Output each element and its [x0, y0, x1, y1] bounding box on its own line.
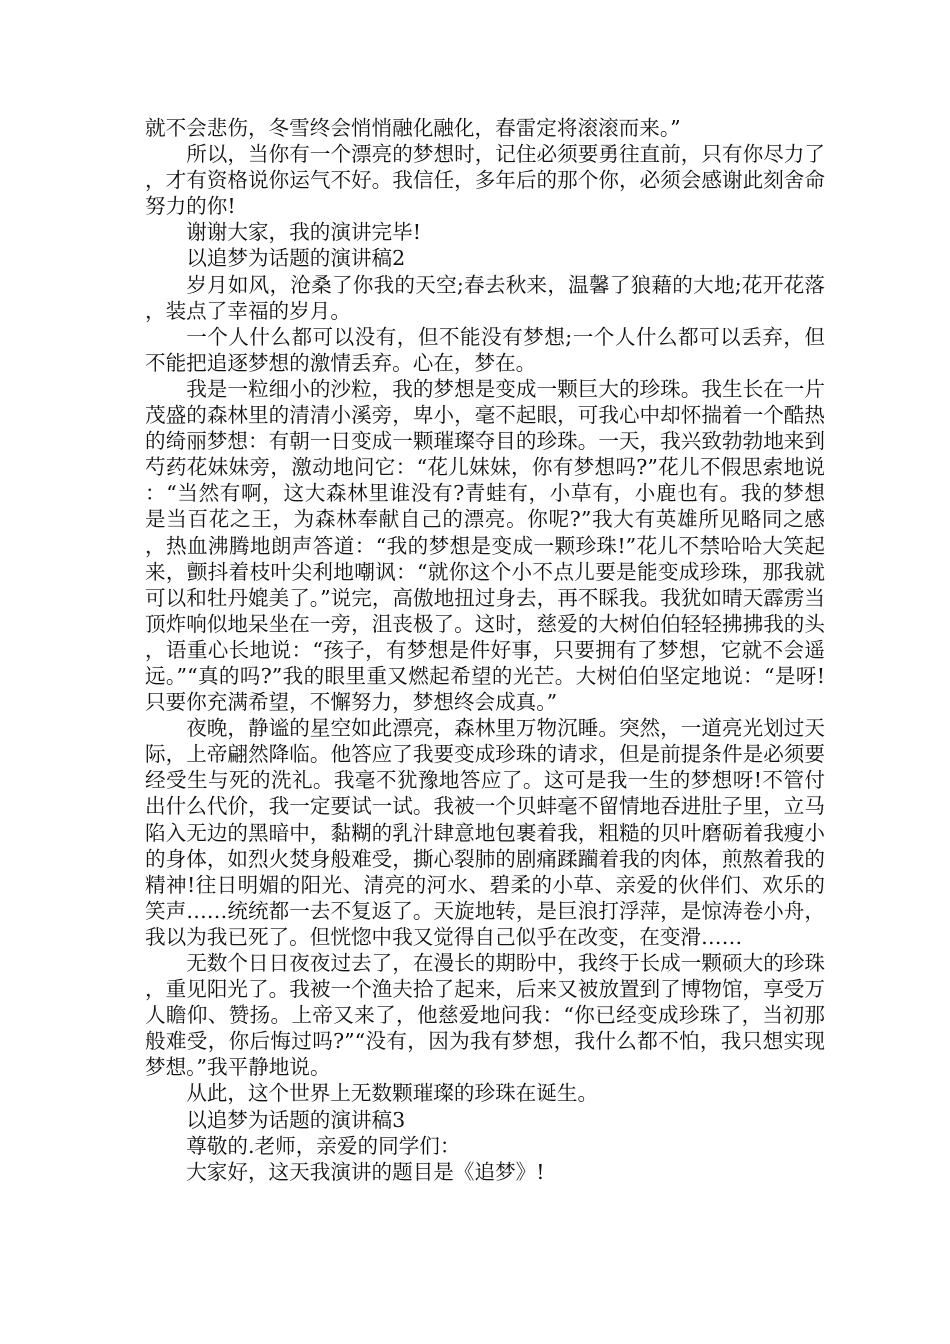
- section-heading-2: 以追梦为话题的演讲稿2: [186, 246, 406, 271]
- paragraph-8: 夜晚，静谧的星空如此漂亮，森林里万物沉睡。突然，一道亮光划过天际，上帝翩然降临。他答应了我要变成珍珠的请求，但是前提条件是必须要经受生与死的洗礼。我毫不犹豫地答应了。这可是我一生的梦想呀!不管付出什么代价，我一定要试一试。我被一个贝蚌毫不留情地吞进肚子里，立马陷入无边的黑暗中，黏糊的乳汁肆意地包裹着我，粗糙的贝叶磨砺着我瘦小的身体，如烈火焚身般难受，撕心裂肺的剧痛蹂躏着我的肉体，煎熬着我的精神!往日明媚的阳光、清亮的河水、碧柔的小草、亲爱的伙伴们、欢乐的笑声……统统都一去不复返了。天旋地转，是巨浪打浮萍，是惊涛卷小舟，我以为我已死了。但恍惚中我又觉得自己似乎在改变，在变滑……: [145, 716, 825, 949]
- paragraph-6: 一个人什么都可以没有，但不能没有梦想;一个人什么都可以丢弃，但不能把追逐梦想的激情丢弃。心在，梦在。: [145, 324, 825, 375]
- section-heading-3: 以追梦为话题的演讲稿3: [186, 1107, 406, 1132]
- paragraph-10: 从此，这个世界上无数颗璀璨的珍珠在诞生。: [186, 1081, 599, 1106]
- paragraph-5: 岁月如风，沧桑了你我的天空;春去秋来，温馨了狼藉的大地;花开花落，装点了幸福的岁月。: [145, 272, 825, 323]
- paragraph-13: 大家好，这天我演讲的题目是《追梦》!: [186, 1159, 545, 1184]
- paragraph-3: 谢谢大家，我的演讲完毕!: [186, 220, 421, 245]
- paragraph-12: 尊敬的.老师，亲爱的同学们：: [186, 1133, 461, 1158]
- paragraph-7: 我是一粒细小的沙粒，我的梦想是变成一颗巨大的珍珠。我生长在一片茂盛的森林里的清清小溪旁，卑小，毫不起眼，可我心中却怀揣着一个酷热的绮丽梦想：有朝一日变成一颗璀璨夺目的珍珠。一天，我兴致勃勃地来到芍药花妹妹旁，激动地问它：“花儿妹妹，你有梦想吗?”花儿不假思索地说：“当然有啊，这大森林里谁没有?青蛙有，小草有，小鹿也有。我的梦想是当百花之王，为森林奉献自己的漂亮。你呢?”我大有英雄所见略同之感，热血沸腾地朗声答道：“我的梦想是变成一颗珍珠!”花儿不禁哈哈大笑起来，颤抖着枝叶尖利地嘲讽：“就你这个小不点儿要是能变成珍珠，那我就可以和牡丹媲美了。”说完，高傲地扭过身去，再不睬我。我犹如晴天霹雳当顶炸响似地呆坐在一旁，沮丧极了。这时，慈爱的大树伯伯轻轻拂拂我的头，语重心长地说：“孩子，有梦想是件好事，只要拥有了梦想，它就不会遥远。”“真的吗?”我的眼里重又燃起希望的光芒。大树伯伯坚定地说：“是呀!只要你充满希望，不懈努力，梦想终会成真。”: [145, 376, 825, 715]
- paragraph-9: 无数个日日夜夜过去了，在漫长的期盼中，我终于长成一颗硕大的珍珠，重见阳光了。我被一个渔夫拾了起来，后来又被放置到了博物馆，享受万人瞻仰、赞扬。上帝又来了，他慈爱地问我：“你已经变成珍珠了，当初那般难受，你后悔过吗?”“没有，因为我有梦想，我什么都不怕，我只想实现梦想。”我平静地说。: [145, 951, 825, 1080]
- paragraph-2: 所以，当你有一个漂亮的梦想时，记住必须要勇往直前，只有你尽力了，才有资格说你运气不好。我信任，多年后的那个你，必须会感谢此刻舍命努力的你!: [145, 142, 825, 219]
- paragraph-1: 就不会悲伤，冬雪终会悄悄融化融化，春雷定将滚滚而来。”: [145, 116, 681, 140]
- document-page: [145, 115, 825, 1185]
